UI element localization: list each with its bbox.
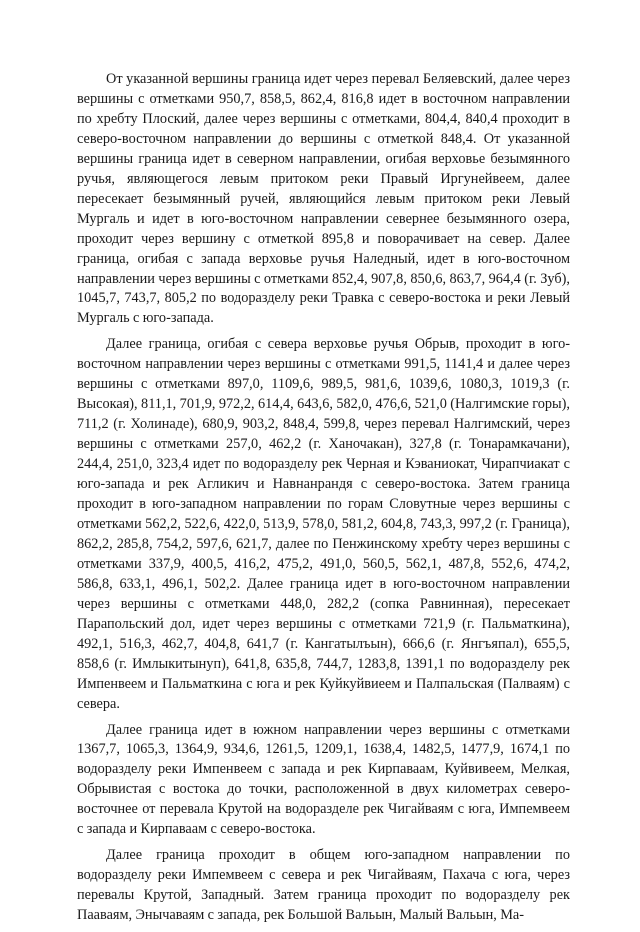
document-page: [77, 70, 570, 932]
paragraph-2: Далее граница, огибая с севера верховье ручья Обрыв, проходит в юго-восточном направлении через вершины с отметками 991,5, 1141,4 и далее через вершины с отметками 897,0, 1109,6, 989,5, 981,6, 1039,6, 1080,3, 1019,3 (г. Высокая), 811,1, 701,9, 972,2, 614,4, 643,6, 582,0, 476,6, 521,0 (Налгимские горы), 711,2 (г. Холинаде), 680,9, 903,2, 848,4, 599,8, через перевал Налгимский, через вершины с отметками 257,0, 462,2 (г. Ханочакан), 327,8 (г. Тонарамкачани), 244,4, 251,0, 323,4 идет по водоразделу рек Черная и Кэваниокат, Чирапчиакат с юго-запада и рек Агликич и Навнанрандя с северо-востока. Затем граница проходит в юго-западном направлении по горам Словутные через вершины с отметками 562,2, 522,6, 422,0, 513,9, 578,0, 581,2, 604,8, 743,3, 997,2 (г. Граница), 862,2, 285,8, 754,2, 597,6, 621,7, далее по Пенжинскому хребту через вершины с отметками 337,9, 400,5, 416,2, 475,2, 491,0, 560,5, 562,1, 487,8, 552,6, 474,2, 586,8, 633,1, 496,1, 502,2. Далее граница идет в юго-восточном направлении через вершины с отметками 448,0, 282,2 (сопка Равнинная), пересекает Парапольский дол, идет через вершины с отметками 721,9 (г. Пальматкина), 492,1, 516,3, 462,7, 404,8, 641,7 (г. Кангатылъын), 666,6 (г. Янгъяпал), 655,5, 858,6 (г. Имлыкитынуп), 641,8, 635,8, 744,7, 1283,8, 1391,1 по водоразделу рек Импенвеем и Пальматкина с юга и рек Куйкуйвиеем и Палпальская (Палваям) с севера.: [77, 336, 570, 712]
paragraph-4: Далее граница проходит в общем юго-западном направлении по водоразделу реки Импемвеем с севера и рек Чигайваям, Пахача с юга, через перевалы Крутой, Западный. Затем граница проходит по водоразделу рек Пааваям, Энычаваям с запада, рек Большой Вальын, Малый Вальын, Ма-: [77, 847, 570, 924]
paragraph-3: Далее граница идет в южном направлении через вершины с отметками 1367,7, 1065,3, 1364,9, 934,6, 1261,5, 1209,1, 1638,4, 1482,5, 1477,9, 1674,1 по водоразделу реки Импенвеем с запада и рек Кирпаваам, Куйвивеем, Мелкая, Обрывистая с востока до точки, расположенной в двух километрах северо-восточнее от перевала Крутой на водоразделе рек Чигайваям с юга, Импемвеем с запада и Кирпаваам с северо-востока.: [77, 721, 570, 838]
paragraph-1: От указанной вершины граница идет через перевал Беляевский, далее через вершины с отметками 950,7, 858,5, 862,4, 816,8 идет в восточном направлении по хребту Плоский, далее через вершины с отметками, 804,4, 840,4 проходит в северо-восточном направлении до вершины с отметкой 848,4. От указанной вершины граница идет в северном направлении, огибая верховье безымянного ручья, являющегося левым притоком реки Правый Иргунейвеем, далее пересекает безымянный ручей, являющийся левым притоком реки Левый Мургаль и идет в юго-восточном направлении севернее безымянного озера, проходит через вершину с отметкой 895,8 и поворачивает на север. Далее граница, огибая с запада верховье ручья Наледный, идет в юго-восточном направлении через вершины с отметками 852,4, 907,8, 850,6, 863,7, 964,4 (г. Зуб), 1045,7, 743,7, 805,2 по водоразделу реки Травка с северо-востока и реки Левый Мургаль с юго-запада.: [77, 71, 570, 327]
